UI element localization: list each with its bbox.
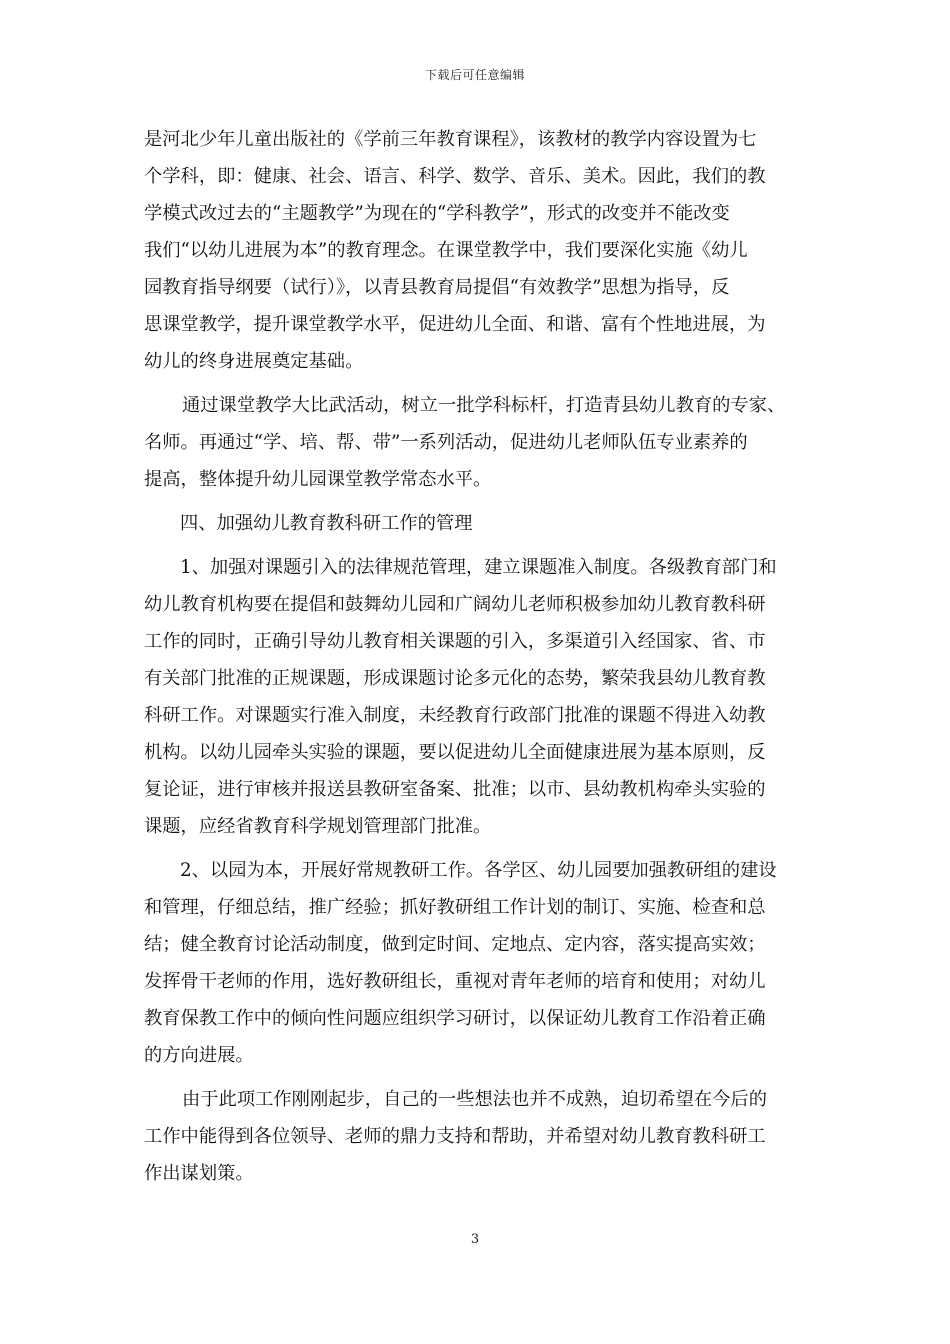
text-line: 思课堂教学，提升课堂教学水平，促进幼儿全面、和谐、富有个性地进展，为 [144,314,766,335]
text-line: 1、加强对课题引入的法律规范管理，建立课题准入制度。各级教育部门和 [180,557,777,578]
text-line: 有关部门批准的正规课题，形成课题讨论多元化的态势，繁荣我县幼儿教育教 [144,668,766,689]
text-line: 名师。再通过“学、培、帮、带”一系列活动，促进幼儿老师队伍专业素养的 [144,432,748,453]
paragraph [144,852,810,1074]
text-line: 科研工作。对课题实行准入制度，未经教育行政部门批准的课题不得进入幼教 [144,705,766,726]
paragraph [144,1081,810,1192]
page-number: 3 [470,1232,480,1247]
text-line: 教育保教工作中的倾向性问题应组织学习研讨，以保证幼儿教育工作沿着正确 [144,1008,766,1029]
text-line: 复论证，进行审核并报送县教研室备案、批准；以市、县幼教机构牵头实验的 [144,779,766,800]
text-line: 工作的同时，正确引导幼儿教育相关课题的引入，多渠道引入经国家、省、市 [144,631,766,652]
text-line: 园教育指导纲要（试行）》，以青县教育局提倡“有效教学”思想为指导，反 [144,277,730,298]
text-line: 作出谋划策。 [144,1163,254,1184]
paragraph [144,387,810,498]
heading-line: 四、加强幼儿教育教科研工作的管理 [180,513,473,534]
text-line: 结；健全教育讨论活动制度，做到定时间、定地点、定内容，落实提高实效； [144,934,766,955]
section-heading [144,505,810,542]
document-body [144,121,810,1192]
text-line: 课题，应经省教育科学规划管理部门批准。 [144,816,492,837]
text-line: 是河北少年儿童出版社的《学前三年教育课程》，该教材的教学内容设置为七 [144,129,757,150]
text-line: 和管理，仔细总结，推广经验；抓好教研组工作计划的制订、实施、检查和总 [144,897,766,918]
text-line: 由于此项工作刚刚起步，自己的一些想法也并不成熟，迫切希望在今后的 [182,1089,767,1110]
text-line: 提高，整体提升幼儿园课堂教学常态水平。 [144,469,492,490]
text-line: 学模式改过去的“主题教学”为现在的“学科教学”，形式的改变并不能改变 [144,203,730,224]
text-line: 我们“以幼儿进展为本”的教育理念。在课堂教学中，我们要深化实施《幼儿 [144,240,748,261]
page-header: 下载后可任意编辑 [424,68,525,82]
text-line: 通过课堂教学大比武活动，树立一批学科标杆，打造青县幼儿教育的专家、 [182,395,786,416]
paragraph [144,121,810,380]
text-line: 2、以园为本，开展好常规教研工作。各学区、幼儿园要加强教研组的建设 [180,860,777,881]
text-line: 的方向进展。 [144,1045,254,1066]
text-line: 工作中能得到各位领导、老师的鼎力支持和帮助，并希望对幼儿教育教科研工 [144,1126,766,1147]
text-line: 幼儿教育机构要在提倡和鼓舞幼儿园和广阔幼儿老师积极参加幼儿教育教科研 [144,594,766,615]
text-line: 个学科，即：健康、社会、语言、科学、数学、音乐、美术。因此，我们的教 [144,166,766,187]
text-line: 幼儿的终身进展奠定基础。 [144,351,364,372]
paragraph [144,549,810,845]
text-line: 发挥骨干老师的作用，选好教研组长，重视对青年老师的培育和使用；对幼儿 [144,971,766,992]
text-line: 机构。以幼儿园牵头实验的课题，要以促进幼儿全面健康进展为基本原则，反 [144,742,766,763]
